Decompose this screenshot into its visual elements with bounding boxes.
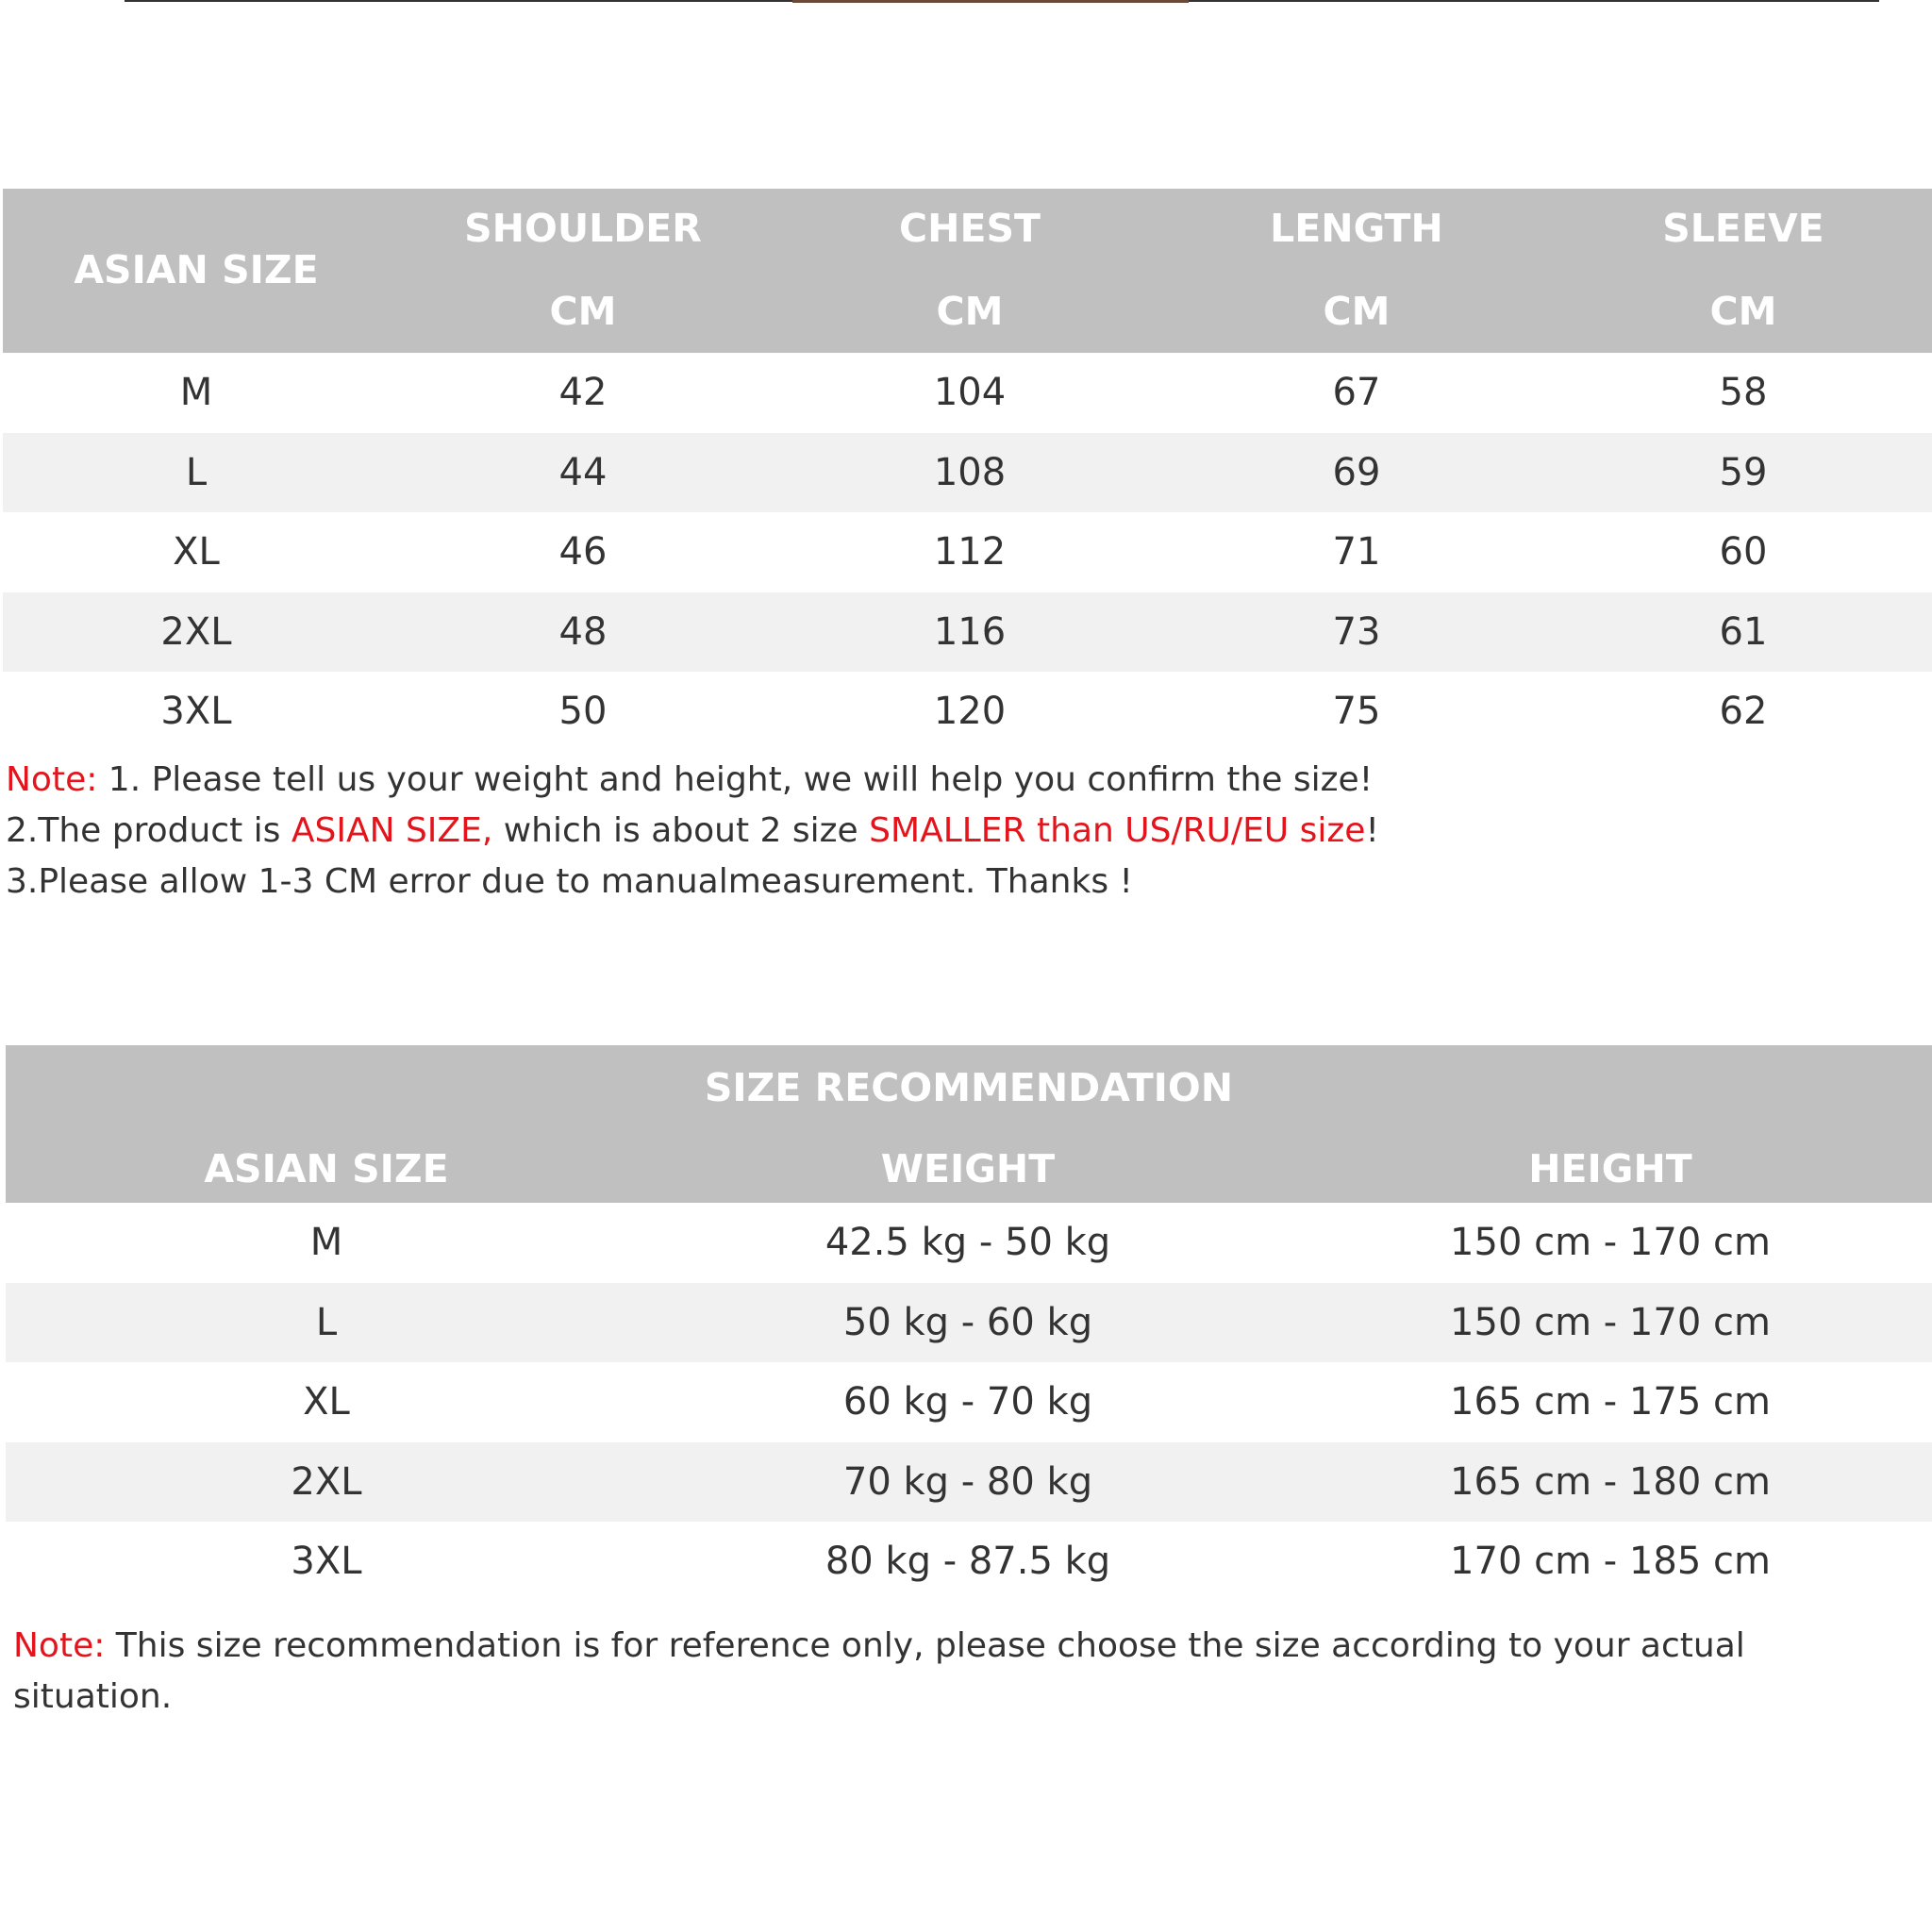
cell-length: 67 [1332, 371, 1381, 414]
cell-sleeve: 62 [1719, 690, 1768, 733]
cell-height: 150 cm - 170 cm [1450, 1221, 1771, 1264]
cell-size: L [315, 1300, 338, 1344]
cell-chest: 116 [933, 609, 1007, 654]
recommendation-title: SIZE RECOMMENDATION [704, 1065, 1234, 1110]
note-line-3: 3.Please allow 1-3 CM error due to manualmeasurement. Thanks ! [6, 862, 1133, 901]
cell-shoulder: 46 [558, 530, 608, 574]
size-note [6, 755, 1921, 908]
cell-sleeve: 59 [1719, 450, 1768, 494]
cell-height: 170 cm - 185 cm [1450, 1540, 1771, 1583]
table-row [6, 1203, 1932, 1283]
top-divider-accent [792, 0, 1189, 3]
cell-shoulder: 50 [558, 690, 608, 733]
cell-size: 2XL [160, 609, 232, 654]
cell-size: XL [173, 530, 220, 574]
cell-shoulder: 48 [558, 609, 608, 654]
cell-weight: 70 kg - 80 kg [842, 1459, 1093, 1504]
cell-size: 2XL [291, 1459, 362, 1504]
cell-sleeve: 60 [1719, 530, 1768, 574]
cell-sleeve: 58 [1719, 371, 1768, 414]
header-weight: WEIGHT [880, 1146, 1056, 1191]
table-row [6, 1362, 1932, 1442]
header-chest-label: CHEST [899, 206, 1041, 251]
table-row [3, 353, 1932, 433]
note-asian-size-highlight: ASIAN SIZE, [291, 811, 493, 850]
recommendation-header [6, 1045, 1932, 1203]
size-recommendation-table [6, 1045, 1932, 1602]
cell-weight: 60 kg - 70 kg [842, 1380, 1093, 1424]
cell-weight: 80 kg - 87.5 kg [824, 1540, 1111, 1583]
note-label: Note: [6, 760, 98, 799]
cell-length: 73 [1332, 609, 1381, 654]
note-line-1 [6, 755, 1921, 806]
header-height: HEIGHT [1528, 1146, 1692, 1191]
table-row [6, 1522, 1932, 1602]
header-shoulder [390, 189, 776, 353]
cell-chest: 120 [933, 690, 1007, 733]
cell-size: M [179, 371, 213, 414]
note-line-2-part-e: ! [1365, 811, 1379, 850]
header-length-unit: CM [1323, 289, 1391, 334]
cell-chest: 108 [933, 450, 1007, 494]
cell-sleeve: 61 [1719, 609, 1768, 654]
note-line-2-part-c: which is about 2 size [492, 811, 870, 850]
size-measurement-table [3, 189, 1932, 752]
cell-length: 75 [1332, 690, 1381, 733]
cell-size: 3XL [160, 690, 232, 733]
header-chest [776, 189, 1163, 353]
note-line-2 [6, 806, 1921, 857]
table-row [3, 433, 1932, 513]
cell-size: M [309, 1221, 343, 1264]
note-line-2-part-a: 2.The product is [6, 811, 291, 850]
header-sleeve-unit: CM [1709, 289, 1777, 334]
note-smaller-highlight: SMALLER than US/RU/EU size [869, 811, 1366, 850]
cell-shoulder: 44 [558, 450, 608, 494]
header-sleeve-label: SLEEVE [1662, 206, 1824, 251]
note-line-1-text: 1. Please tell us your weight and height, we will help you confirm the size! [97, 760, 1374, 799]
header-length-label: LENGTH [1270, 206, 1443, 251]
table-row [6, 1442, 1932, 1523]
table-row [3, 512, 1932, 592]
cell-size: XL [303, 1380, 350, 1424]
cell-shoulder: 42 [558, 371, 608, 414]
cell-chest: 104 [933, 371, 1007, 414]
cell-length: 69 [1332, 450, 1381, 494]
header-shoulder-unit: CM [549, 289, 617, 334]
header-shoulder-label: SHOULDER [464, 206, 702, 251]
table-row [6, 1283, 1932, 1363]
cell-height: 165 cm - 180 cm [1450, 1459, 1771, 1504]
cell-height: 150 cm - 170 cm [1450, 1300, 1771, 1344]
header-asian-size-label: ASIAN SIZE [74, 247, 319, 292]
note-label: Note: [13, 1626, 106, 1665]
recommendation-note-text: This size recommendation is for reference only, please choose the size according to your actual situation. [13, 1626, 1745, 1716]
cell-weight: 50 kg - 60 kg [842, 1300, 1093, 1344]
cell-size: L [185, 450, 208, 494]
cell-chest: 112 [933, 530, 1007, 574]
recommendation-note [13, 1621, 1890, 1723]
cell-weight: 42.5 kg - 50 kg [824, 1221, 1111, 1264]
size-table-header [3, 189, 1932, 353]
header-sleeve [1550, 189, 1932, 353]
header-length [1163, 189, 1550, 353]
cell-length: 71 [1332, 530, 1381, 574]
table-row [3, 672, 1932, 752]
cell-size: 3XL [291, 1540, 362, 1583]
header-asian-size: ASIAN SIZE [204, 1146, 449, 1191]
header-chest-unit: CM [936, 289, 1004, 334]
cell-height: 165 cm - 175 cm [1450, 1380, 1771, 1424]
header-asian-size [3, 189, 390, 353]
table-row [3, 592, 1932, 673]
